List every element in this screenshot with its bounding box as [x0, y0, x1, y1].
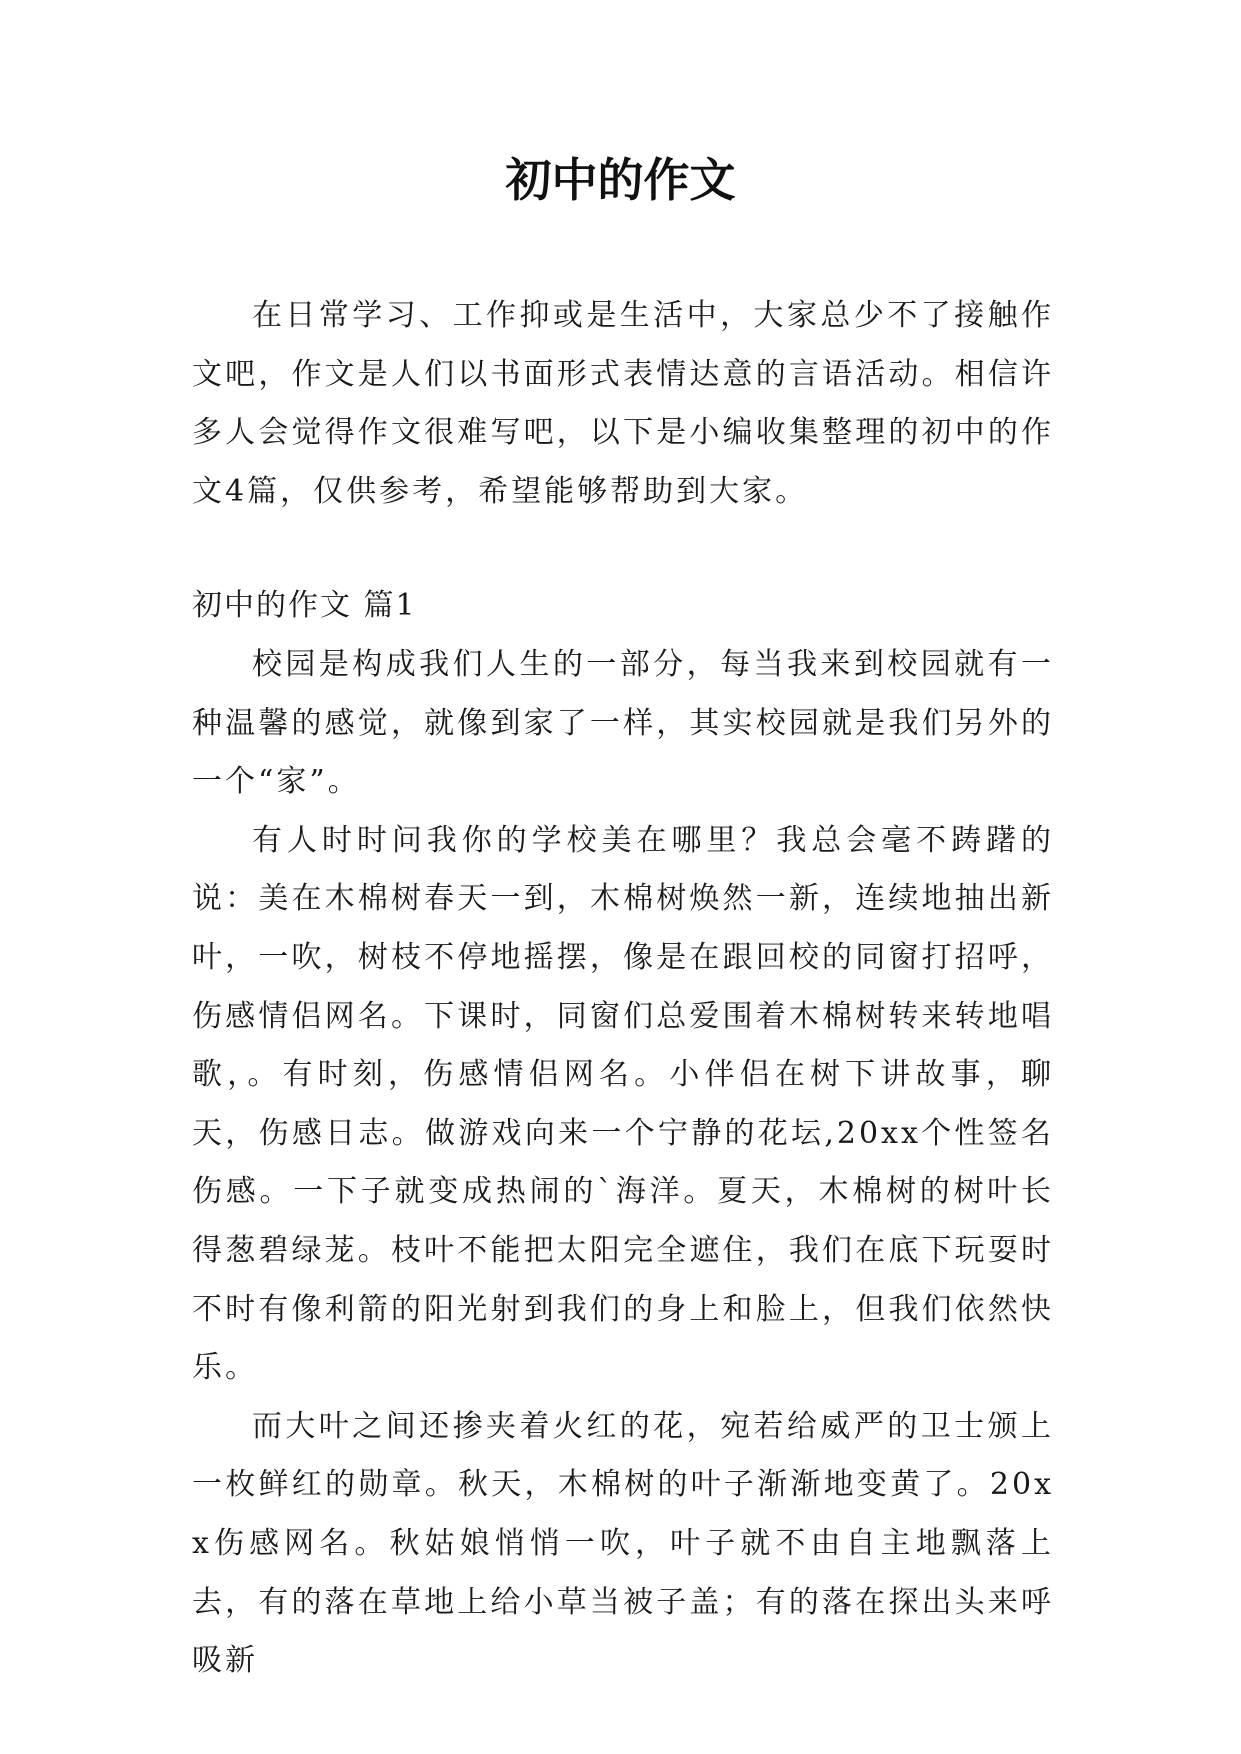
- essay-paragraph-3: 而大叶之间还掺夹着火红的花，宛若给威严的卫士颁上一枚鲜红的勋章。秋天，木棉树的叶子渐渐地变黄了。20xx伤感网名。秋姑娘悄悄一吹，叶子就不由自主地飘落上去，有的落在草地上给小草当被子盖；有的落在探出头来呼吸新: [192, 1408, 1054, 1679]
- essay-paragraph-2: 有人时时问我你的学校美在哪里？我总会毫不踌躇的说：美在木棉树春天一到，木棉树焕然一新，连续地抽出新叶，一吹，树枝不停地摇摆，像是在跟回校的同窗打招呼，伤感情侣网名。下课时，同窗们总爱围着木棉树转来转地唱歌，。有时刻，伤感情侣网名。小伴侣在树下讲故事，聊天，伤感日志。做游戏向来一个宁静的花坛,20xx个性签名伤感。一下子就变成热闹的`海洋。夏天，木棉树的树叶长得葱碧绿茏。枝叶不能把太阳完全遮住，我们在底下玩耍时不时有像利箭的阳光射到我们的身上和脸上，但我们依然快乐。: [192, 822, 1054, 1386]
- section-heading: 初中的作文 篇1: [192, 588, 417, 623]
- intro-paragraph: 在日常学习、工作抑或是生活中，大家总少不了接触作文吧，作文是人们以书面形式表情达意的言语活动。相信许多人会觉得作文很难写吧，以下是小编收集整理的初中的作文4篇，仅供参考，希望能够帮助到大家。: [192, 298, 1054, 509]
- essay-paragraph-1: 校园是构成我们人生的一部分，每当我来到校园就有一种温馨的感觉，就像到家了一样，其实校园就是我们另外的一个“家”。: [192, 647, 1054, 800]
- document-title: 初中的作文: [505, 153, 736, 207]
- essay-body: [192, 636, 1054, 1691]
- intro-block: [192, 287, 1054, 521]
